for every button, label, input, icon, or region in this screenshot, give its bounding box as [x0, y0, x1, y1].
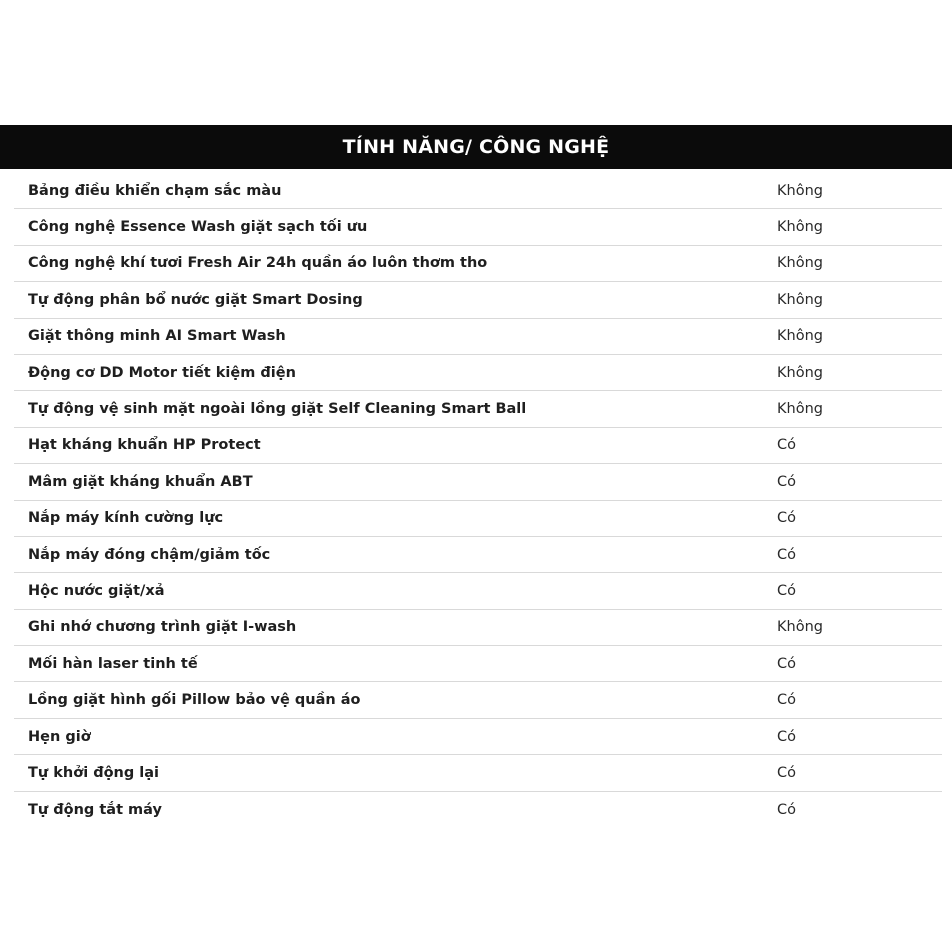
- table-row: [14, 209, 942, 245]
- feature-name: Tự khởi động lại: [28, 764, 160, 781]
- table-row: [14, 719, 942, 755]
- table-row: [14, 792, 942, 828]
- feature-name: Công nghệ Essence Wash giặt sạch tối ưu: [28, 219, 368, 236]
- table-row: [14, 573, 942, 609]
- feature-value: Không: [777, 328, 823, 345]
- feature-name: Tự động tắt máy: [28, 801, 162, 818]
- table-row: [14, 319, 942, 355]
- feature-name: Động cơ DD Motor tiết kiệm điện: [28, 364, 296, 381]
- feature-value: Có: [777, 728, 796, 745]
- feature-name: Hộc nước giặt/xả: [28, 582, 165, 599]
- feature-name: Mối hàn laser tinh tế: [28, 655, 198, 672]
- feature-value: Không: [777, 255, 823, 272]
- feature-name: Hẹn giờ: [28, 728, 91, 745]
- table-row: [14, 646, 942, 682]
- table-row: [14, 173, 942, 209]
- feature-value: Có: [777, 692, 796, 709]
- section-header: [0, 125, 952, 169]
- feature-name: Tự động vệ sinh mặt ngoài lồng giặt Self Cleaning Smart Ball: [28, 401, 527, 418]
- feature-name: Hạt kháng khuẩn HP Protect: [28, 437, 261, 454]
- feature-value: Có: [777, 582, 796, 599]
- table-row: [14, 464, 942, 500]
- feature-name: Nắp máy kính cường lực: [28, 510, 224, 527]
- feature-value: Không: [777, 364, 823, 381]
- feature-value: Không: [777, 182, 823, 199]
- table-row: [14, 282, 942, 318]
- feature-table: [14, 173, 942, 828]
- feature-value: Có: [777, 510, 796, 527]
- feature-name: Lồng giặt hình gối Pillow bảo vệ quần áo: [28, 692, 361, 709]
- feature-value: Có: [777, 473, 796, 490]
- table-row: [14, 501, 942, 537]
- table-row: [14, 428, 942, 464]
- feature-value: Có: [777, 655, 796, 672]
- table-row: [14, 355, 942, 391]
- table-row: [14, 391, 942, 427]
- table-row: [14, 755, 942, 791]
- feature-value: Không: [777, 219, 823, 236]
- feature-name: Tự động phân bổ nước giặt Smart Dosing: [28, 291, 363, 308]
- feature-value: Có: [777, 764, 796, 781]
- feature-name: Bảng điều khiển chạm sắc màu: [28, 182, 282, 199]
- feature-name: Mâm giặt kháng khuẩn ABT: [28, 473, 253, 490]
- table-row: [14, 682, 942, 718]
- table-row: [14, 610, 942, 646]
- feature-value: Không: [777, 619, 823, 636]
- feature-name: Công nghệ khí tươi Fresh Air 24h quần áo luôn thơm tho: [28, 255, 488, 272]
- feature-value: Có: [777, 801, 796, 818]
- feature-name: Ghi nhớ chương trình giặt I-wash: [28, 619, 297, 636]
- feature-value: Không: [777, 291, 823, 308]
- feature-name: Nắp máy đóng chậm/giảm tốc: [28, 546, 271, 563]
- feature-value: Không: [777, 401, 823, 418]
- feature-name: Giặt thông minh AI Smart Wash: [28, 328, 286, 345]
- section-title: TÍNH NĂNG/ CÔNG NGHỆ: [342, 136, 610, 158]
- table-row: [14, 537, 942, 573]
- table-row: [14, 246, 942, 282]
- feature-value: Có: [777, 546, 796, 563]
- feature-value: Có: [777, 437, 796, 454]
